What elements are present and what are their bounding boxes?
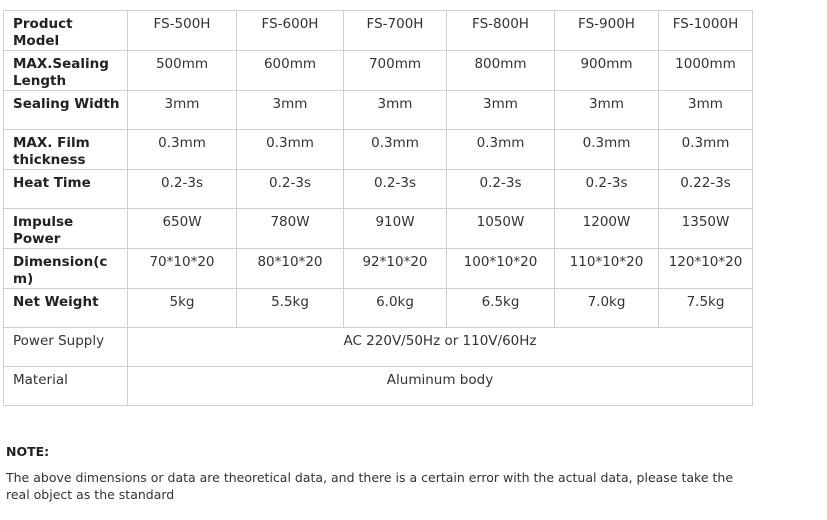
table-cell: 5.5kg [237,289,344,328]
note-text: The above dimensions or data are theoretical data, and there is a certain error with the actual data, please take the real object as the standard [6,470,734,502]
table-cell: 910W [344,209,447,249]
table-cell: 0.2-3s [555,170,659,209]
table-cell: 70*10*20 [128,249,237,289]
column-header: FS-700H [344,11,447,51]
table-cell: 80*10*20 [237,249,344,289]
table-row [4,130,753,170]
merged-cell: Aluminum body [128,367,753,406]
table-cell: 6.5kg [447,289,555,328]
table-cell: 500mm [128,51,237,91]
table-cell: 3mm [659,91,753,130]
column-header: FS-1000H [659,11,753,51]
merged-cell: AC 220V/50Hz or 110V/60Hz [128,328,753,367]
table-cell: 110*10*20 [555,249,659,289]
column-header: FS-600H [237,11,344,51]
note-section [6,444,786,503]
table-cell: 1050W [447,209,555,249]
column-header: FS-500H [128,11,237,51]
table-row [4,249,753,289]
table-cell: 780W [237,209,344,249]
table-cell: 7.0kg [555,289,659,328]
column-header: FS-900H [555,11,659,51]
row-label: Net Weight [4,289,128,328]
table-cell: 0.3mm [344,130,447,170]
row-label: Product Model [4,11,128,51]
row-label: Heat Time [4,170,128,209]
table-cell: 5kg [128,289,237,328]
table-row [4,170,753,209]
spec-table [3,10,753,406]
table-row-merged [4,367,753,406]
table-cell: 3mm [555,91,659,130]
table-cell: 92*10*20 [344,249,447,289]
table-cell: 800mm [447,51,555,91]
table-cell: 7.5kg [659,289,753,328]
row-label: MAX.Sealing Length [4,51,128,91]
table-cell: 900mm [555,51,659,91]
table-cell: 0.3mm [659,130,753,170]
table-cell: 120*10*20 [659,249,753,289]
table-cell: 6.0kg [344,289,447,328]
table-row [4,289,753,328]
table-cell: 0.2-3s [128,170,237,209]
table-cell: 0.2-3s [237,170,344,209]
table-cell: 600mm [237,51,344,91]
row-label: Sealing Width [4,91,128,130]
table-row-model [4,11,753,51]
table-row-merged [4,328,753,367]
row-label: Dimension(cm) [4,249,128,289]
table-cell: 0.2-3s [447,170,555,209]
table-row [4,209,753,249]
table-cell: 0.3mm [237,130,344,170]
table-cell: 700mm [344,51,447,91]
table-cell: 1350W [659,209,753,249]
row-label: Impulse Power [4,209,128,249]
table-cell: 3mm [128,91,237,130]
table-cell: 0.3mm [555,130,659,170]
table-cell: 3mm [237,91,344,130]
table-cell: 100*10*20 [447,249,555,289]
column-header: FS-800H [447,11,555,51]
table-cell: 0.22-3s [659,170,753,209]
table-cell: 1200W [555,209,659,249]
table-cell: 0.3mm [447,130,555,170]
table-cell: 0.3mm [128,130,237,170]
row-label: Power Supply [4,328,128,367]
table-cell: 650W [128,209,237,249]
note-title: NOTE: [6,444,50,459]
table-row [4,51,753,91]
table-row [4,91,753,130]
row-label: Material [4,367,128,406]
table-cell: 3mm [447,91,555,130]
table-cell: 3mm [344,91,447,130]
table-cell: 1000mm [659,51,753,91]
table-cell: 0.2-3s [344,170,447,209]
row-label: MAX. Film thickness [4,130,128,170]
